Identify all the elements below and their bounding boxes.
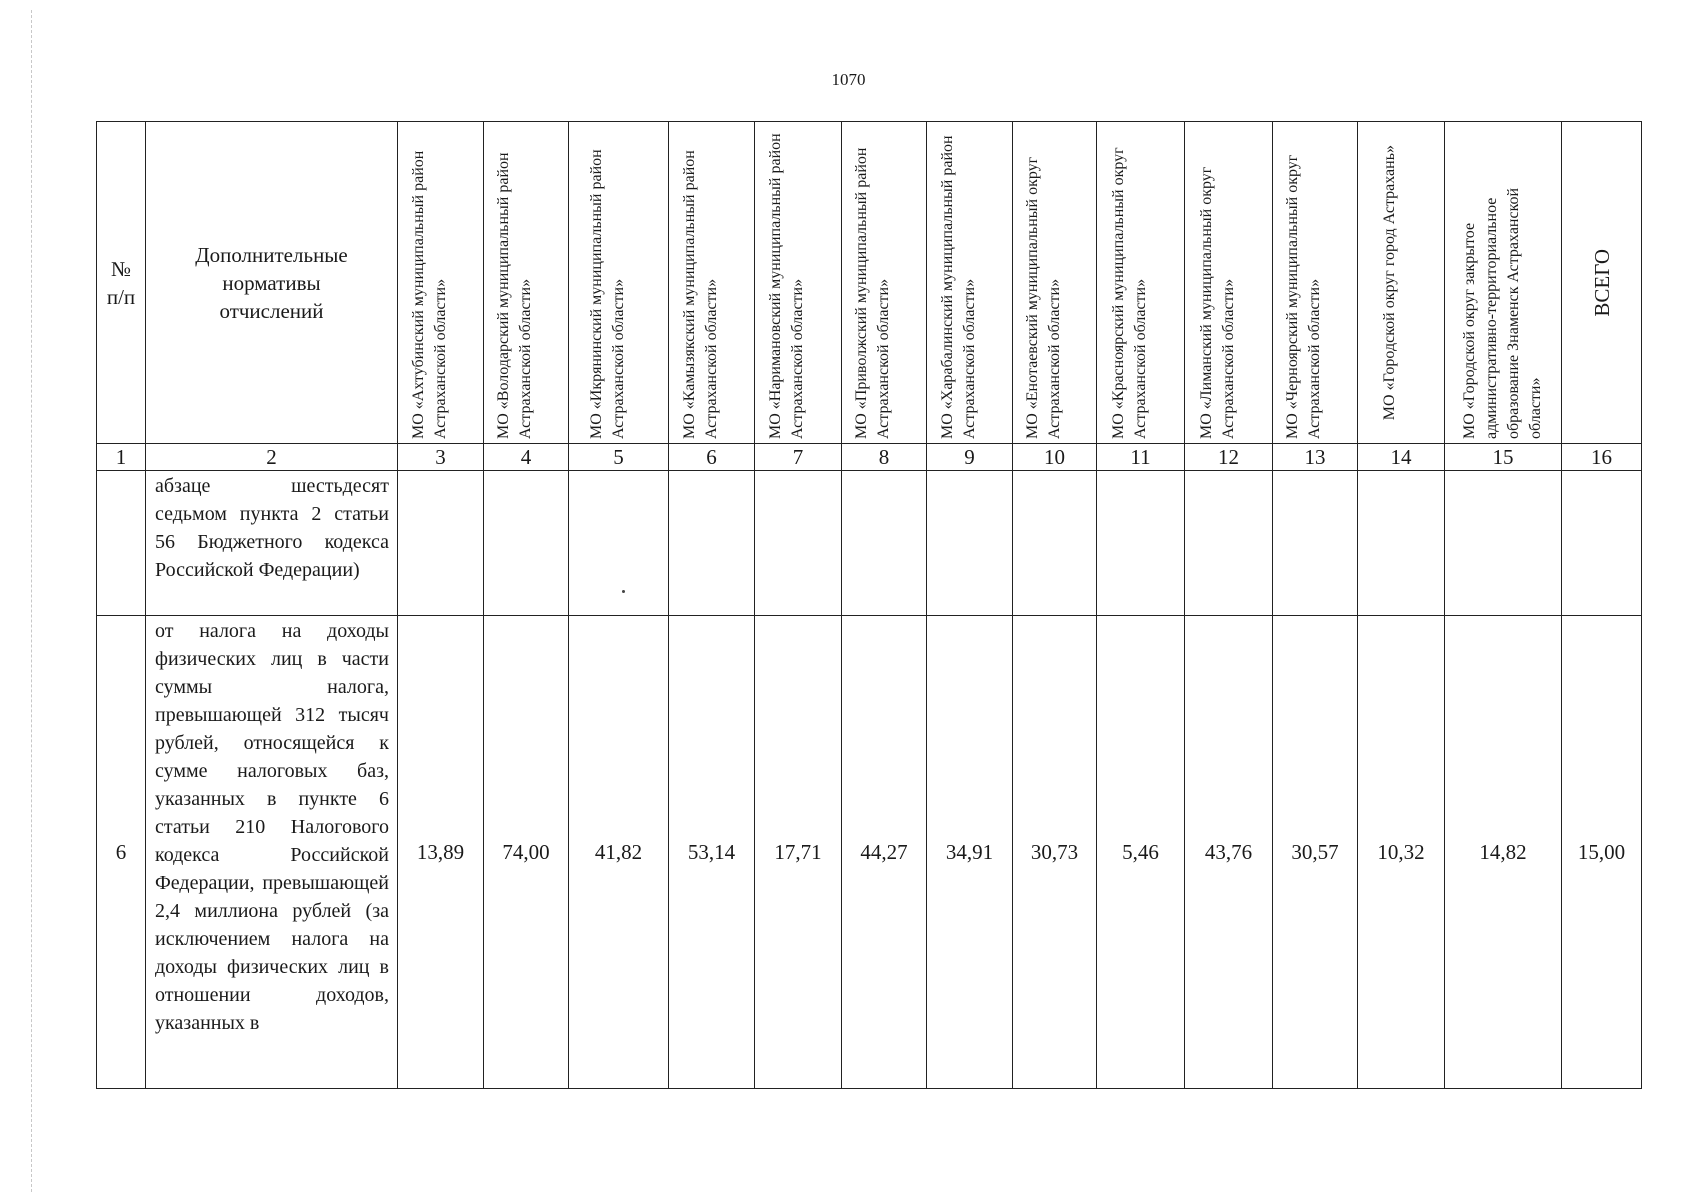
header-municipality: МО «Енотаевский муниципальный округ Астраханской области» — [1013, 122, 1097, 444]
value-cell — [1185, 471, 1273, 616]
value-cell: 41,82 — [569, 616, 669, 1089]
column-number-row — [97, 444, 1642, 471]
row-description: абзаце шестьдесят седьмом пункта 2 статьи 56 Бюджетного кодекса Российской Федерации) — [146, 471, 398, 616]
column-number: 10 — [1013, 444, 1097, 471]
column-number: 6 — [669, 444, 755, 471]
value-cell — [842, 471, 927, 616]
header-number: № п/п — [97, 122, 146, 444]
value-cell — [1097, 471, 1185, 616]
value-cell — [1445, 471, 1562, 616]
header-municipality: МО «Приволжский муниципальный район Астраханской области» — [842, 122, 927, 444]
total-cell — [1562, 471, 1642, 616]
header-total: ВСЕГО — [1562, 122, 1642, 444]
header-row — [97, 122, 1642, 444]
value-cell: 44,27 — [842, 616, 927, 1089]
deductions-table — [96, 121, 1642, 1089]
header-municipality: МО «Харабалинский муниципальный район Астраханской области» — [927, 122, 1013, 444]
value-cell — [927, 471, 1013, 616]
value-cell: 17,71 — [755, 616, 842, 1089]
value-cell: 53,14 — [669, 616, 755, 1089]
page-number: 1070 — [831, 70, 866, 89]
scan-speck — [622, 590, 625, 593]
column-number: 14 — [1358, 444, 1445, 471]
column-number: 1 — [97, 444, 146, 471]
value-cell — [1273, 471, 1358, 616]
value-cell — [755, 471, 842, 616]
column-number: 5 — [569, 444, 669, 471]
value-cell — [669, 471, 755, 616]
value-cell: 10,32 — [1358, 616, 1445, 1089]
header-municipality: МО «Черноярский муниципальный округ Астраханской области» — [1273, 122, 1358, 444]
page-margin-line — [31, 10, 32, 1192]
value-cell — [1358, 471, 1445, 616]
column-number: 15 — [1445, 444, 1562, 471]
row-number: 6 — [97, 616, 146, 1089]
header-municipality: МО «Городской округ закрытое административно-территориальное образование Знаменск Астраханской области» — [1445, 122, 1562, 444]
header-municipality: МО «Ахтубинский муниципальный район Астраханской области» — [398, 122, 484, 444]
value-cell: 30,57 — [1273, 616, 1358, 1089]
value-cell — [398, 471, 484, 616]
column-number: 9 — [927, 444, 1013, 471]
table-row — [97, 471, 1642, 616]
value-cell: 13,89 — [398, 616, 484, 1089]
header-municipality: МО «Городской округ город Астрахань» — [1358, 122, 1445, 444]
column-number: 16 — [1562, 444, 1642, 471]
table-row — [97, 616, 1642, 1089]
column-number: 3 — [398, 444, 484, 471]
header-municipality: МО «Камызякский муниципальный район Астраханской области» — [669, 122, 755, 444]
value-cell — [569, 471, 669, 616]
value-cell: 34,91 — [927, 616, 1013, 1089]
total-cell: 15,00 — [1562, 616, 1642, 1089]
value-cell: 43,76 — [1185, 616, 1273, 1089]
value-cell — [484, 471, 569, 616]
header-municipality: МО «Икрянинский муниципальный район Астраханской области» — [569, 122, 669, 444]
column-number: 11 — [1097, 444, 1185, 471]
column-number: 4 — [484, 444, 569, 471]
header-municipality: МО «Красноярский муниципальный округ Астраханской области» — [1097, 122, 1185, 444]
header-municipality: МО «Володарский муниципальный район Астраханской области» — [484, 122, 569, 444]
row-description: от налога на доходы физических лиц в части суммы налога, превышающей 312 тысяч рублей, относящейся к сумме налоговых баз, указанных в пункте 6 статьи 210 Налогового кодекса Российской Федерации, превышающей 2,4 миллиона рублей (за исключением налога на доходы физических лиц в отношении доходов, указанных в — [146, 616, 398, 1089]
column-number: 8 — [842, 444, 927, 471]
value-cell: 30,73 — [1013, 616, 1097, 1089]
header-description: Дополнительные нормативы отчислений — [146, 122, 398, 444]
value-cell: 74,00 — [484, 616, 569, 1089]
value-cell: 14,82 — [1445, 616, 1562, 1089]
value-cell — [1013, 471, 1097, 616]
header-municipality: МО «Лиманский муниципальный округ Астраханской области» — [1185, 122, 1273, 444]
column-number: 13 — [1273, 444, 1358, 471]
value-cell: 5,46 — [1097, 616, 1185, 1089]
column-number: 12 — [1185, 444, 1273, 471]
column-number: 2 — [146, 444, 398, 471]
header-municipality: МО «Наримановский муниципальный район Астраханской области» — [755, 122, 842, 444]
column-number: 7 — [755, 444, 842, 471]
row-number — [97, 471, 146, 616]
